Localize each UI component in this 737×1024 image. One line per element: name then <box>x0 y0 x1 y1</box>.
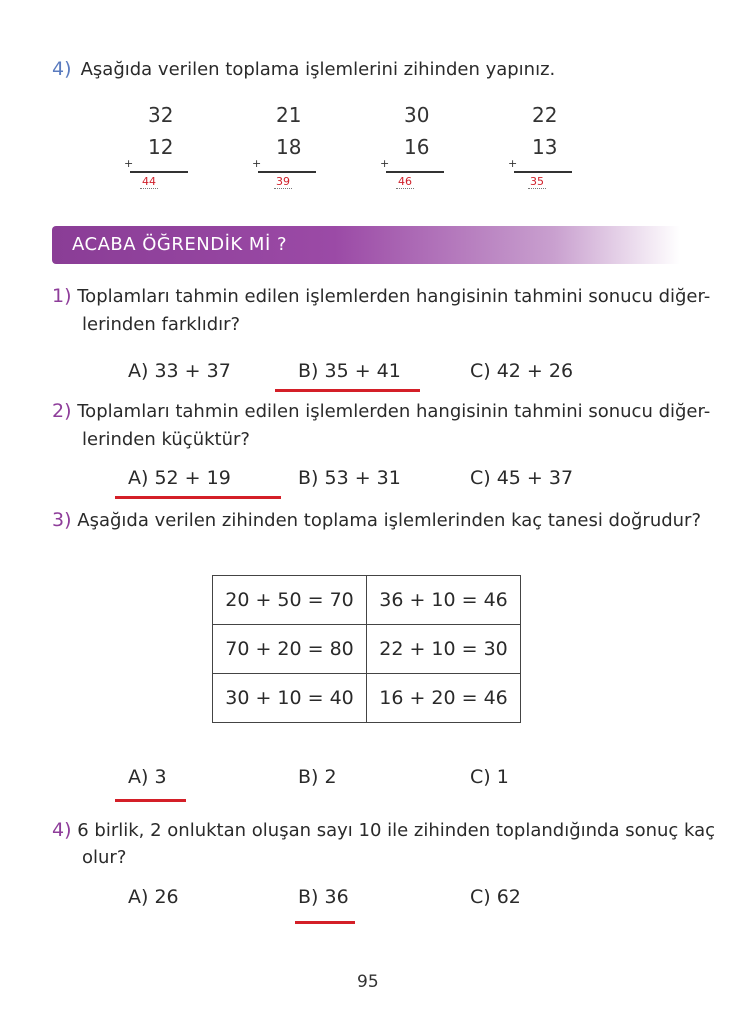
table-cell: 36 + 10 = 46 <box>367 576 521 625</box>
plus-sign: + <box>380 157 390 170</box>
handwritten-answer: 39 <box>276 175 290 188</box>
q3-answer-underline <box>115 799 186 802</box>
plus-sign: + <box>508 157 518 170</box>
plus-sign: + <box>124 157 134 170</box>
equations-table <box>212 575 521 723</box>
q1-option-b[interactable]: B) 35 + 41 <box>298 360 401 382</box>
question-number: 1) <box>52 285 72 307</box>
q2-line2: lerinden küçüktür? <box>82 429 250 450</box>
addend-2: 13 <box>532 135 558 159</box>
addition-problem-4 <box>508 103 588 193</box>
q3-option-b[interactable]: B) 2 <box>298 766 337 788</box>
table-row <box>213 674 521 723</box>
q2-line1 <box>52 400 710 422</box>
table-row <box>213 625 521 674</box>
table-cell: 20 + 50 = 70 <box>213 576 367 625</box>
question-text: 6 birlik, 2 onluktan oluşan sayı 10 ile zihinden toplandığında sonuç kaç <box>77 820 716 841</box>
q1-option-a[interactable]: A) 33 + 37 <box>128 360 231 382</box>
table-cell: 30 + 10 = 40 <box>213 674 367 723</box>
q3-option-a[interactable]: A) 3 <box>128 766 167 788</box>
sum-line <box>130 171 188 173</box>
q3-option-c[interactable]: C) 1 <box>470 766 509 788</box>
q1-line2: lerinden farklıdır? <box>82 314 241 335</box>
q4-option-c[interactable]: C) 62 <box>470 886 521 908</box>
q4-line2: olur? <box>82 847 127 868</box>
table-cell: 70 + 20 = 80 <box>213 625 367 674</box>
q4-option-b[interactable]: B) 36 <box>298 886 349 908</box>
table-row <box>213 576 521 625</box>
sum-line <box>386 171 444 173</box>
exercise-number: 4) <box>52 58 72 80</box>
addition-problem-3 <box>380 103 460 193</box>
addend-2: 16 <box>404 135 430 159</box>
question-number: 4) <box>52 819 72 841</box>
table-cell: 16 + 20 = 46 <box>367 674 521 723</box>
page-number: 95 <box>357 972 379 992</box>
handwritten-answer: 35 <box>530 175 544 188</box>
q4-answer-underline <box>295 921 355 924</box>
sum-line <box>514 171 572 173</box>
q4-option-a[interactable]: A) 26 <box>128 886 179 908</box>
addend-1: 22 <box>532 103 558 127</box>
q3-line1 <box>52 509 701 531</box>
addend-2: 18 <box>276 135 302 159</box>
q1-answer-underline <box>275 389 420 392</box>
q2-option-c[interactable]: C) 45 + 37 <box>470 467 574 489</box>
exercise-text: Aşağıda verilen toplama işlemlerini zihinden yapınız. <box>80 59 556 80</box>
q2-option-b[interactable]: B) 53 + 31 <box>298 467 401 489</box>
question-number: 3) <box>52 509 72 531</box>
addition-problem-2 <box>252 103 332 193</box>
question-text: Aşağıda verilen zihinden toplama işlemlerinden kaç tanesi doğrudur? <box>77 510 702 531</box>
addend-1: 30 <box>404 103 430 127</box>
q2-answer-underline <box>115 496 281 499</box>
addend-1: 21 <box>276 103 302 127</box>
addition-problem-1 <box>124 103 204 193</box>
q4-line1 <box>52 819 715 841</box>
question-number: 2) <box>52 400 72 422</box>
sum-line <box>258 171 316 173</box>
handwritten-answer: 44 <box>142 175 156 188</box>
section-banner <box>52 226 680 264</box>
handwritten-answer: 46 <box>398 175 412 188</box>
addend-2: 12 <box>148 135 174 159</box>
question-text: Toplamları tahmin edilen işlemlerden hangisinin tahmini sonucu diğer- <box>77 286 711 307</box>
addend-1: 32 <box>148 103 174 127</box>
q1-option-c[interactable]: C) 42 + 26 <box>470 360 574 382</box>
question-text: Toplamları tahmin edilen işlemlerden hangisinin tahmini sonucu diğer- <box>77 401 711 422</box>
banner-title: ACABA ÖĞRENDİK Mİ ? <box>72 234 288 255</box>
exercise-4-header <box>52 58 555 80</box>
table-cell: 22 + 10 = 30 <box>367 625 521 674</box>
q2-option-a[interactable]: A) 52 + 19 <box>128 467 231 489</box>
q1-line1 <box>52 285 710 307</box>
plus-sign: + <box>252 157 262 170</box>
